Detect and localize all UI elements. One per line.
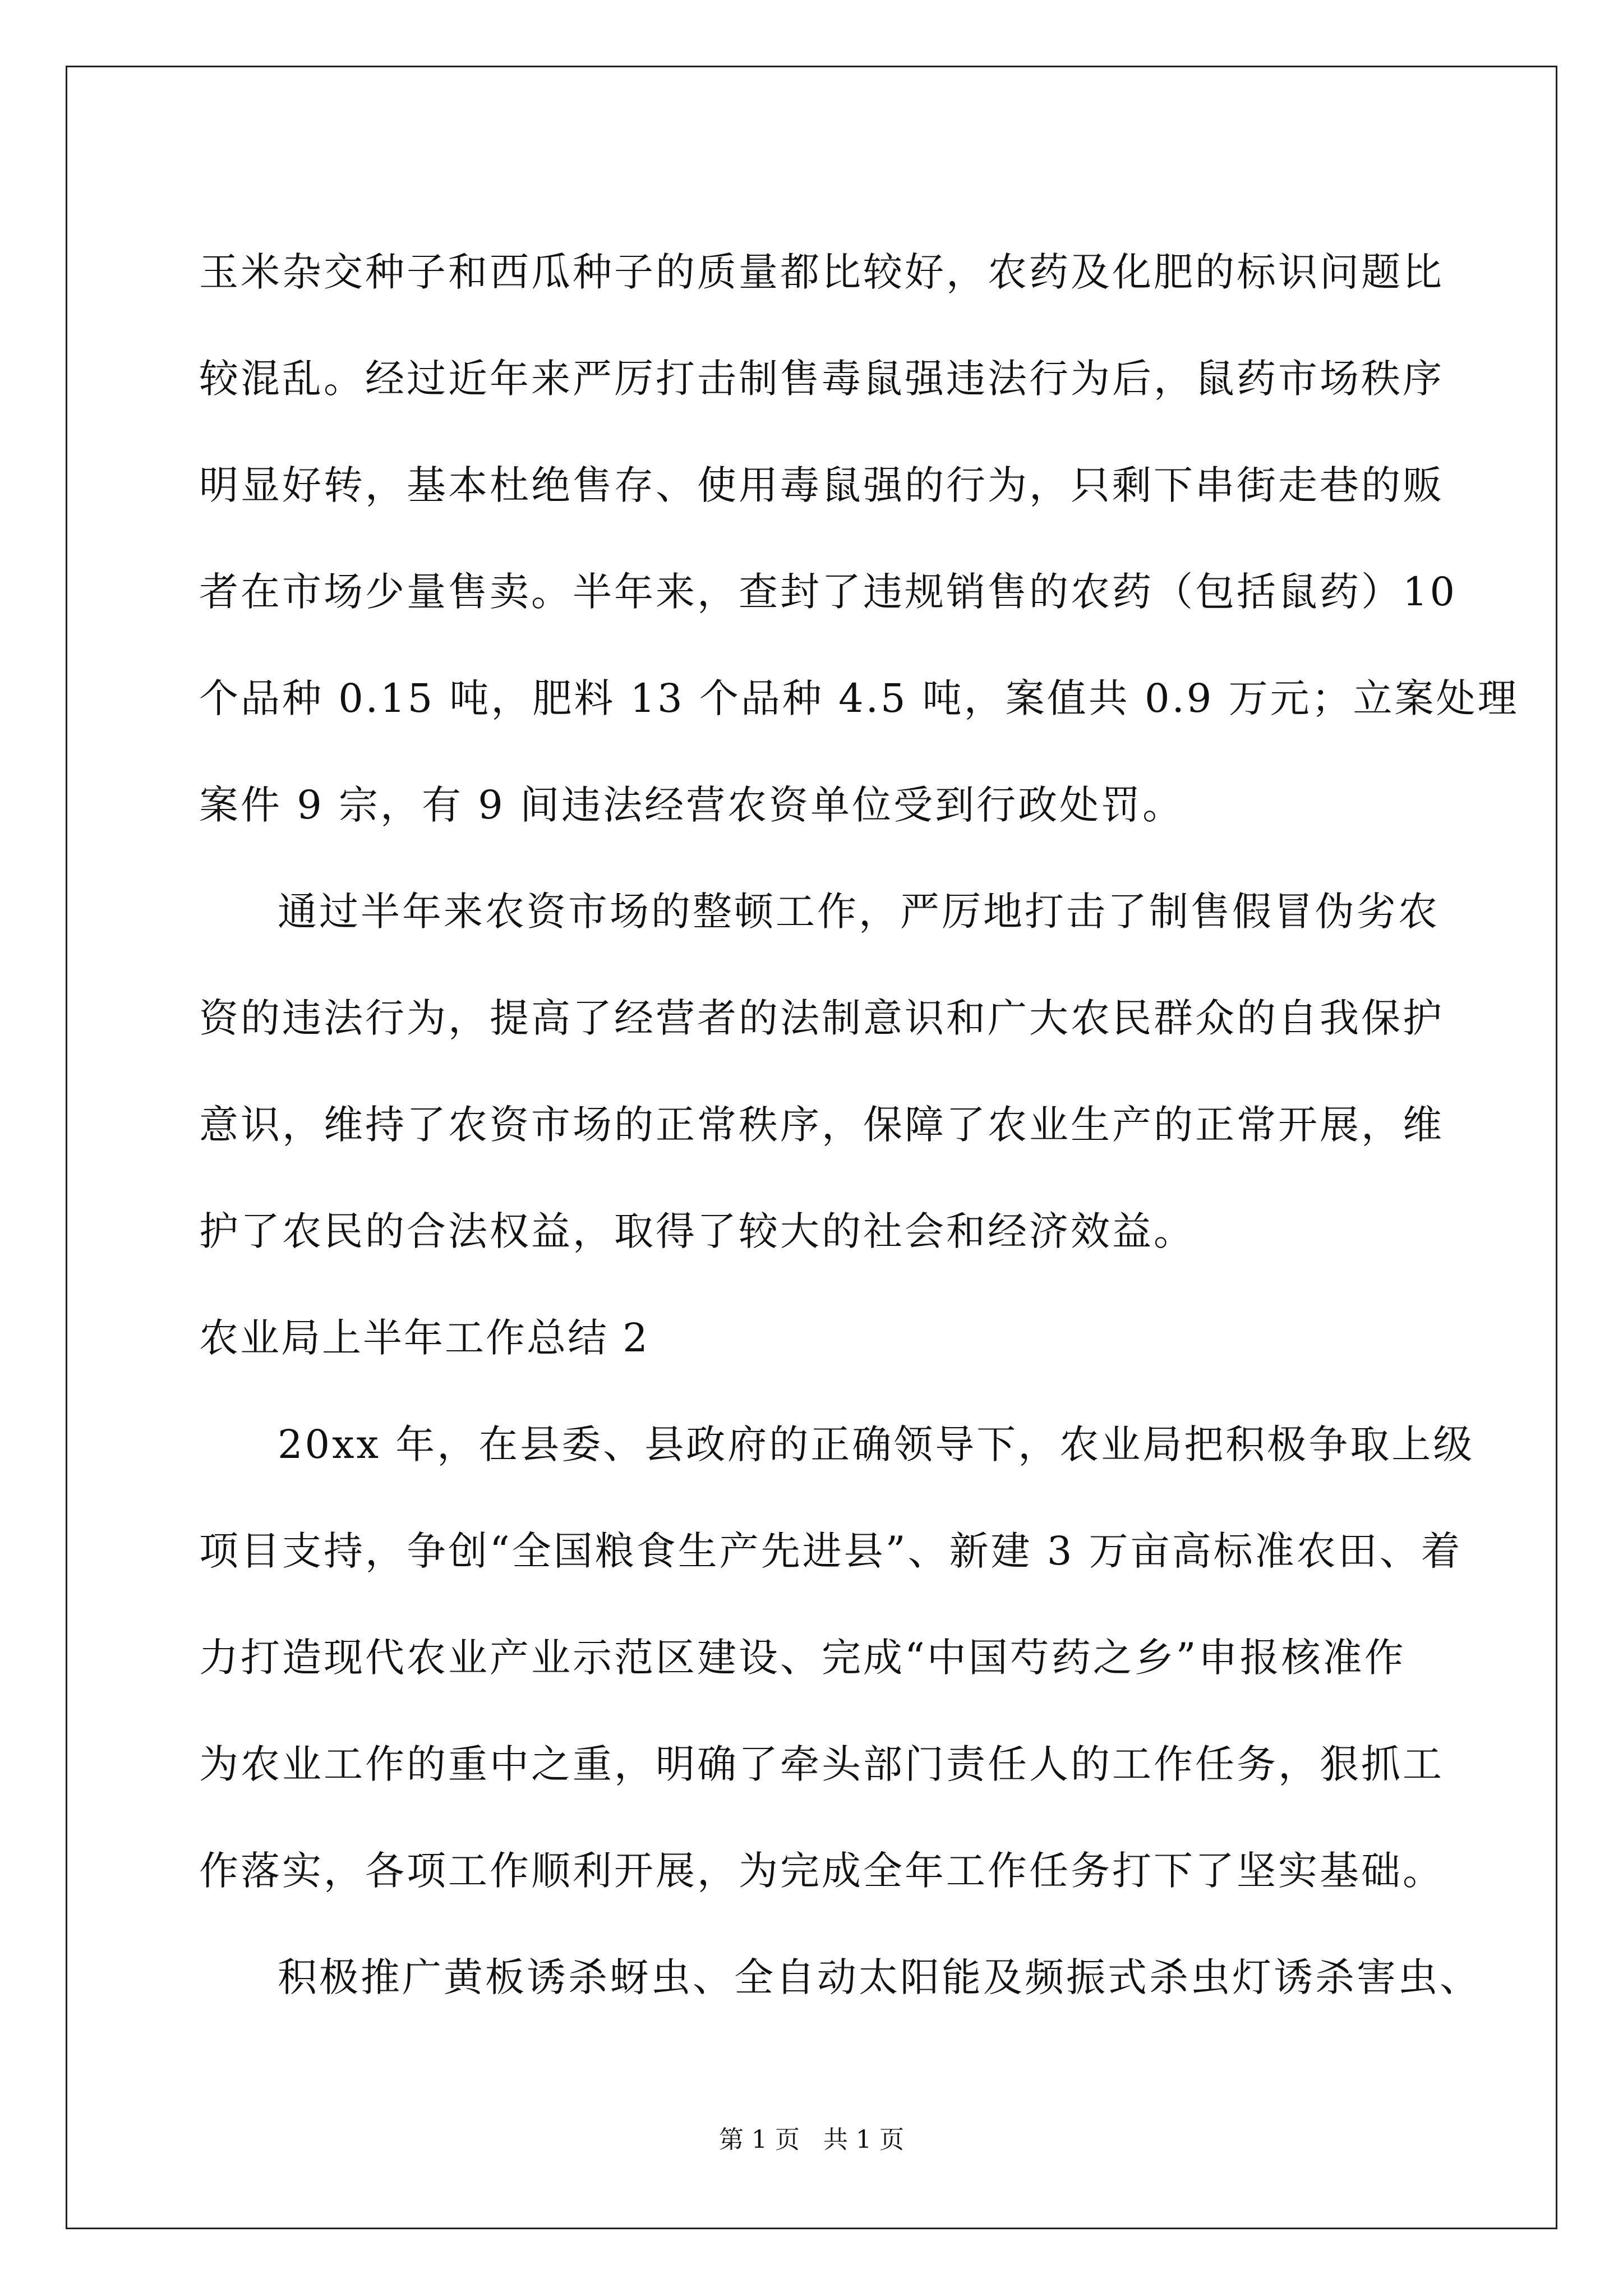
paragraph-1-line-4: 者在市场少量售卖。半年来，查封了违规销售的农药（包括鼠药）10	[199, 569, 1458, 615]
paragraph-2-line-3: 意识，维持了农资市场的正常秩序，保障了农业生产的正常开展，维	[199, 1102, 1444, 1148]
paragraph-4-line-1: 积极推广黄板诱杀蚜虫、全自动太阳能及频振式杀虫灯诱杀害虫、	[278, 1954, 1481, 2000]
document-body	[199, 219, 1519, 2031]
paragraph-2-line-1: 通过半年来农资市场的整顿工作，严厉地打击了制售假冒伪劣农	[278, 889, 1440, 935]
page-number-footer: 第 1 页 共 1 页	[719, 2125, 904, 2154]
paragraph-1-line-6: 案件 9 宗，有 9 间违法经营农资单位受到行政处罚。	[199, 782, 1184, 828]
paragraph-3-line-5: 作落实，各项工作顺利开展，为完成全年工作任务打下了坚实基础。	[199, 1848, 1444, 1894]
paragraph-1-line-3: 明显好转，基本杜绝售存、使用毒鼠强的行为，只剩下串街走巷的贩	[199, 462, 1444, 508]
section-heading: 农业局上半年工作总结 2	[199, 1315, 649, 1361]
paragraph-1-line-1: 玉米杂交种子和西瓜种子的质量都比较好，农药及化肥的标识问题比	[199, 249, 1444, 295]
paragraph-3-line-4: 为农业工作的重中之重，明确了牵头部门责任人的工作任务，狠抓工	[199, 1741, 1444, 1787]
paragraph-3-line-3: 力打造现代农业产业示范区建设、完成“中国芍药之乡”申报核准作	[199, 1635, 1406, 1681]
paragraph-1-line-2: 较混乱。经过近年来严厉打击制售毒鼠强违法行为后，鼠药市场秩序	[199, 356, 1444, 402]
paragraph-3-line-2: 项目支持，争创“全国粮食生产先进县”、新建 3 万亩高标准农田、着	[199, 1528, 1463, 1574]
paragraph-2-line-2: 资的违法行为，提高了经营者的法制意识和广大农民群众的自我保护	[199, 995, 1444, 1041]
paragraph-3-line-1: 20xx 年，在县委、县政府的正确领导下，农业局把积极争取上级	[278, 1421, 1475, 1467]
paragraph-1-line-5: 个品种 0.15 吨，肥料 13 个品种 4.5 吨，案值共 0.9 万元；立案处理	[199, 675, 1519, 721]
paragraph-2-line-4: 护了农民的合法权益，取得了较大的社会和经济效益。	[199, 1208, 1195, 1254]
